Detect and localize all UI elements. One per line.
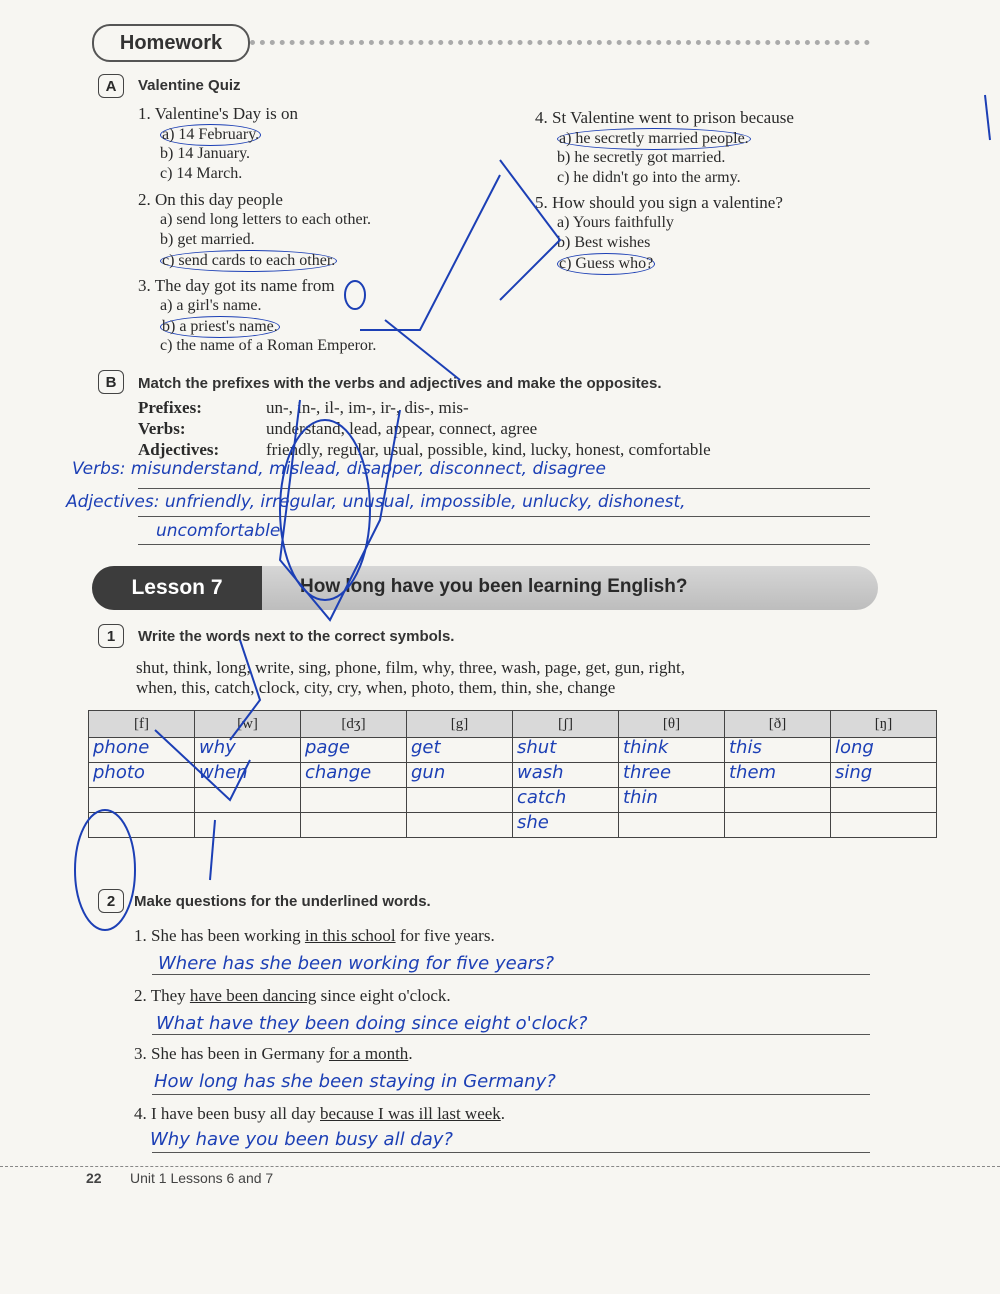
prefixes-list: un-, in-, il-, im-, ir-, dis-, mis- [266,398,469,417]
quiz-question-3: 3. The day got its name from [138,276,335,295]
symbol-header: [dʒ] [301,711,407,738]
exercise-2-title: Make questions for the underlined words. [134,893,431,910]
table-cell: when [195,763,301,788]
symbol-header: [θ] [619,711,725,738]
handwritten-answer-verbs: Verbs: misunderstand, mislead, disapper, disconnect, disagree [72,459,606,479]
table-cell: thin [619,788,725,813]
unit-label: Unit 1 Lessons 6 and 7 [130,1170,274,1186]
quiz-option: a) a girl's name. [160,297,262,314]
quiz-option: b) get married. [160,231,255,248]
homework-heading: Homework [92,24,250,62]
exercise-2-badge: 2 [98,889,124,913]
quiz-question-2: 2. On this day people [138,190,283,209]
symbol-header: [ʃ] [513,711,619,738]
quiz-option: b) a priest's name. [160,316,280,338]
symbol-header: [g] [407,711,513,738]
handwritten-answer-adjectives: Adjectives: unfriendly, irregular, unusual, impossible, unlucky, dishonest, [66,492,686,512]
lesson-tab: Lesson 7 [92,566,262,610]
symbol-header: [ŋ] [831,711,937,738]
quiz-option: c) send cards to each other. [160,250,337,272]
quiz-option: a) send long letters to each other. [160,211,372,228]
table-cell: why [195,738,301,763]
question-item: 1. She has been working in this school for five years. [134,926,495,945]
pen-strokes [75,95,990,930]
quiz-option: c) he didn't go into the army. [557,169,741,186]
section-b-badge: B [98,370,124,394]
handwritten-answer: How long has she been staying in Germany? [154,1071,556,1092]
adjectives-list: friendly, regular, usual, possible, kind, lucky, honest, comfortable [266,440,711,459]
question-item: 3. She has been in Germany for a month. [134,1044,413,1063]
table-cell: phone [89,738,195,763]
quiz-option: b) Best wishes [557,234,651,251]
table-cell: page [301,738,407,763]
table-cell: photo [89,763,195,788]
table-cell: sing [831,763,937,788]
exercise-1-title: Write the words next to the correct symbols. [138,628,455,645]
table-cell: catch [513,788,619,813]
quiz-option: a) 14 February. [160,124,261,146]
verbs-label: Verbs: [138,419,186,438]
page-number: 22 [86,1170,102,1186]
word-list-line-1: shut, think, long, write, sing, phone, film, why, three, wash, page, get, gun, right, [136,658,685,677]
handwritten-answer-adjectives-cont: uncomfortable. [156,521,286,541]
table-cell: gun [407,763,513,788]
table-cell: change [301,763,407,788]
section-b-title: Match the prefixes with the verbs and adjectives and make the opposites. [138,375,662,392]
section-a-badge: A [98,74,124,98]
lesson-title: How long have you been learning English? [300,576,688,597]
symbol-header: [ð] [725,711,831,738]
quiz-option: c) the name of a Roman Emperor. [160,337,377,354]
table-cell: them [725,763,831,788]
symbol-header: [f] [89,711,195,738]
adjectives-label: Adjectives: [138,440,220,459]
table-cell: this [725,738,831,763]
handwritten-answer: Where has she been working for five years? [158,953,555,974]
word-list-line-2: when, this, catch, clock, city, cry, when, photo, them, thin, she, change [136,678,616,697]
table-cell: wash [513,763,619,788]
table-cell: shut [513,738,619,763]
quiz-option: b) he secretly got married. [557,149,726,166]
symbol-header: [w] [195,711,301,738]
quiz-option: a) he secretly married people. [557,128,751,150]
verbs-list: understand, lead, appear, connect, agree [266,419,538,438]
quiz-question-1: 1. Valentine's Day is on [138,104,298,123]
quiz-question-5: 5. How should you sign a valentine? [535,193,783,212]
question-item: 4. I have been busy all day because I was ill last week. [134,1104,506,1123]
handwritten-answer: Why have you been busy all day? [150,1129,453,1150]
table-cell: three [619,763,725,788]
table-cell: get [407,738,513,763]
quiz-question-4: 4. St Valentine went to prison because [535,108,794,127]
section-a-title: Valentine Quiz [138,77,241,94]
handwritten-answer: What have they been doing since eight o'clock? [156,1013,588,1034]
quiz-option: c) Guess who? [557,253,655,275]
exercise-1-badge: 1 [98,624,124,648]
prefixes-label: Prefixes: [138,398,202,417]
quiz-option: b) 14 January. [160,145,251,162]
table-cell: think [619,738,725,763]
table-cell: she [513,813,619,838]
quiz-option: c) 14 March. [160,165,243,182]
quiz-option: a) Yours faithfully [557,214,674,231]
question-item: 2. They have been dancing since eight o'clock. [134,986,451,1005]
table-cell: long [831,738,937,763]
